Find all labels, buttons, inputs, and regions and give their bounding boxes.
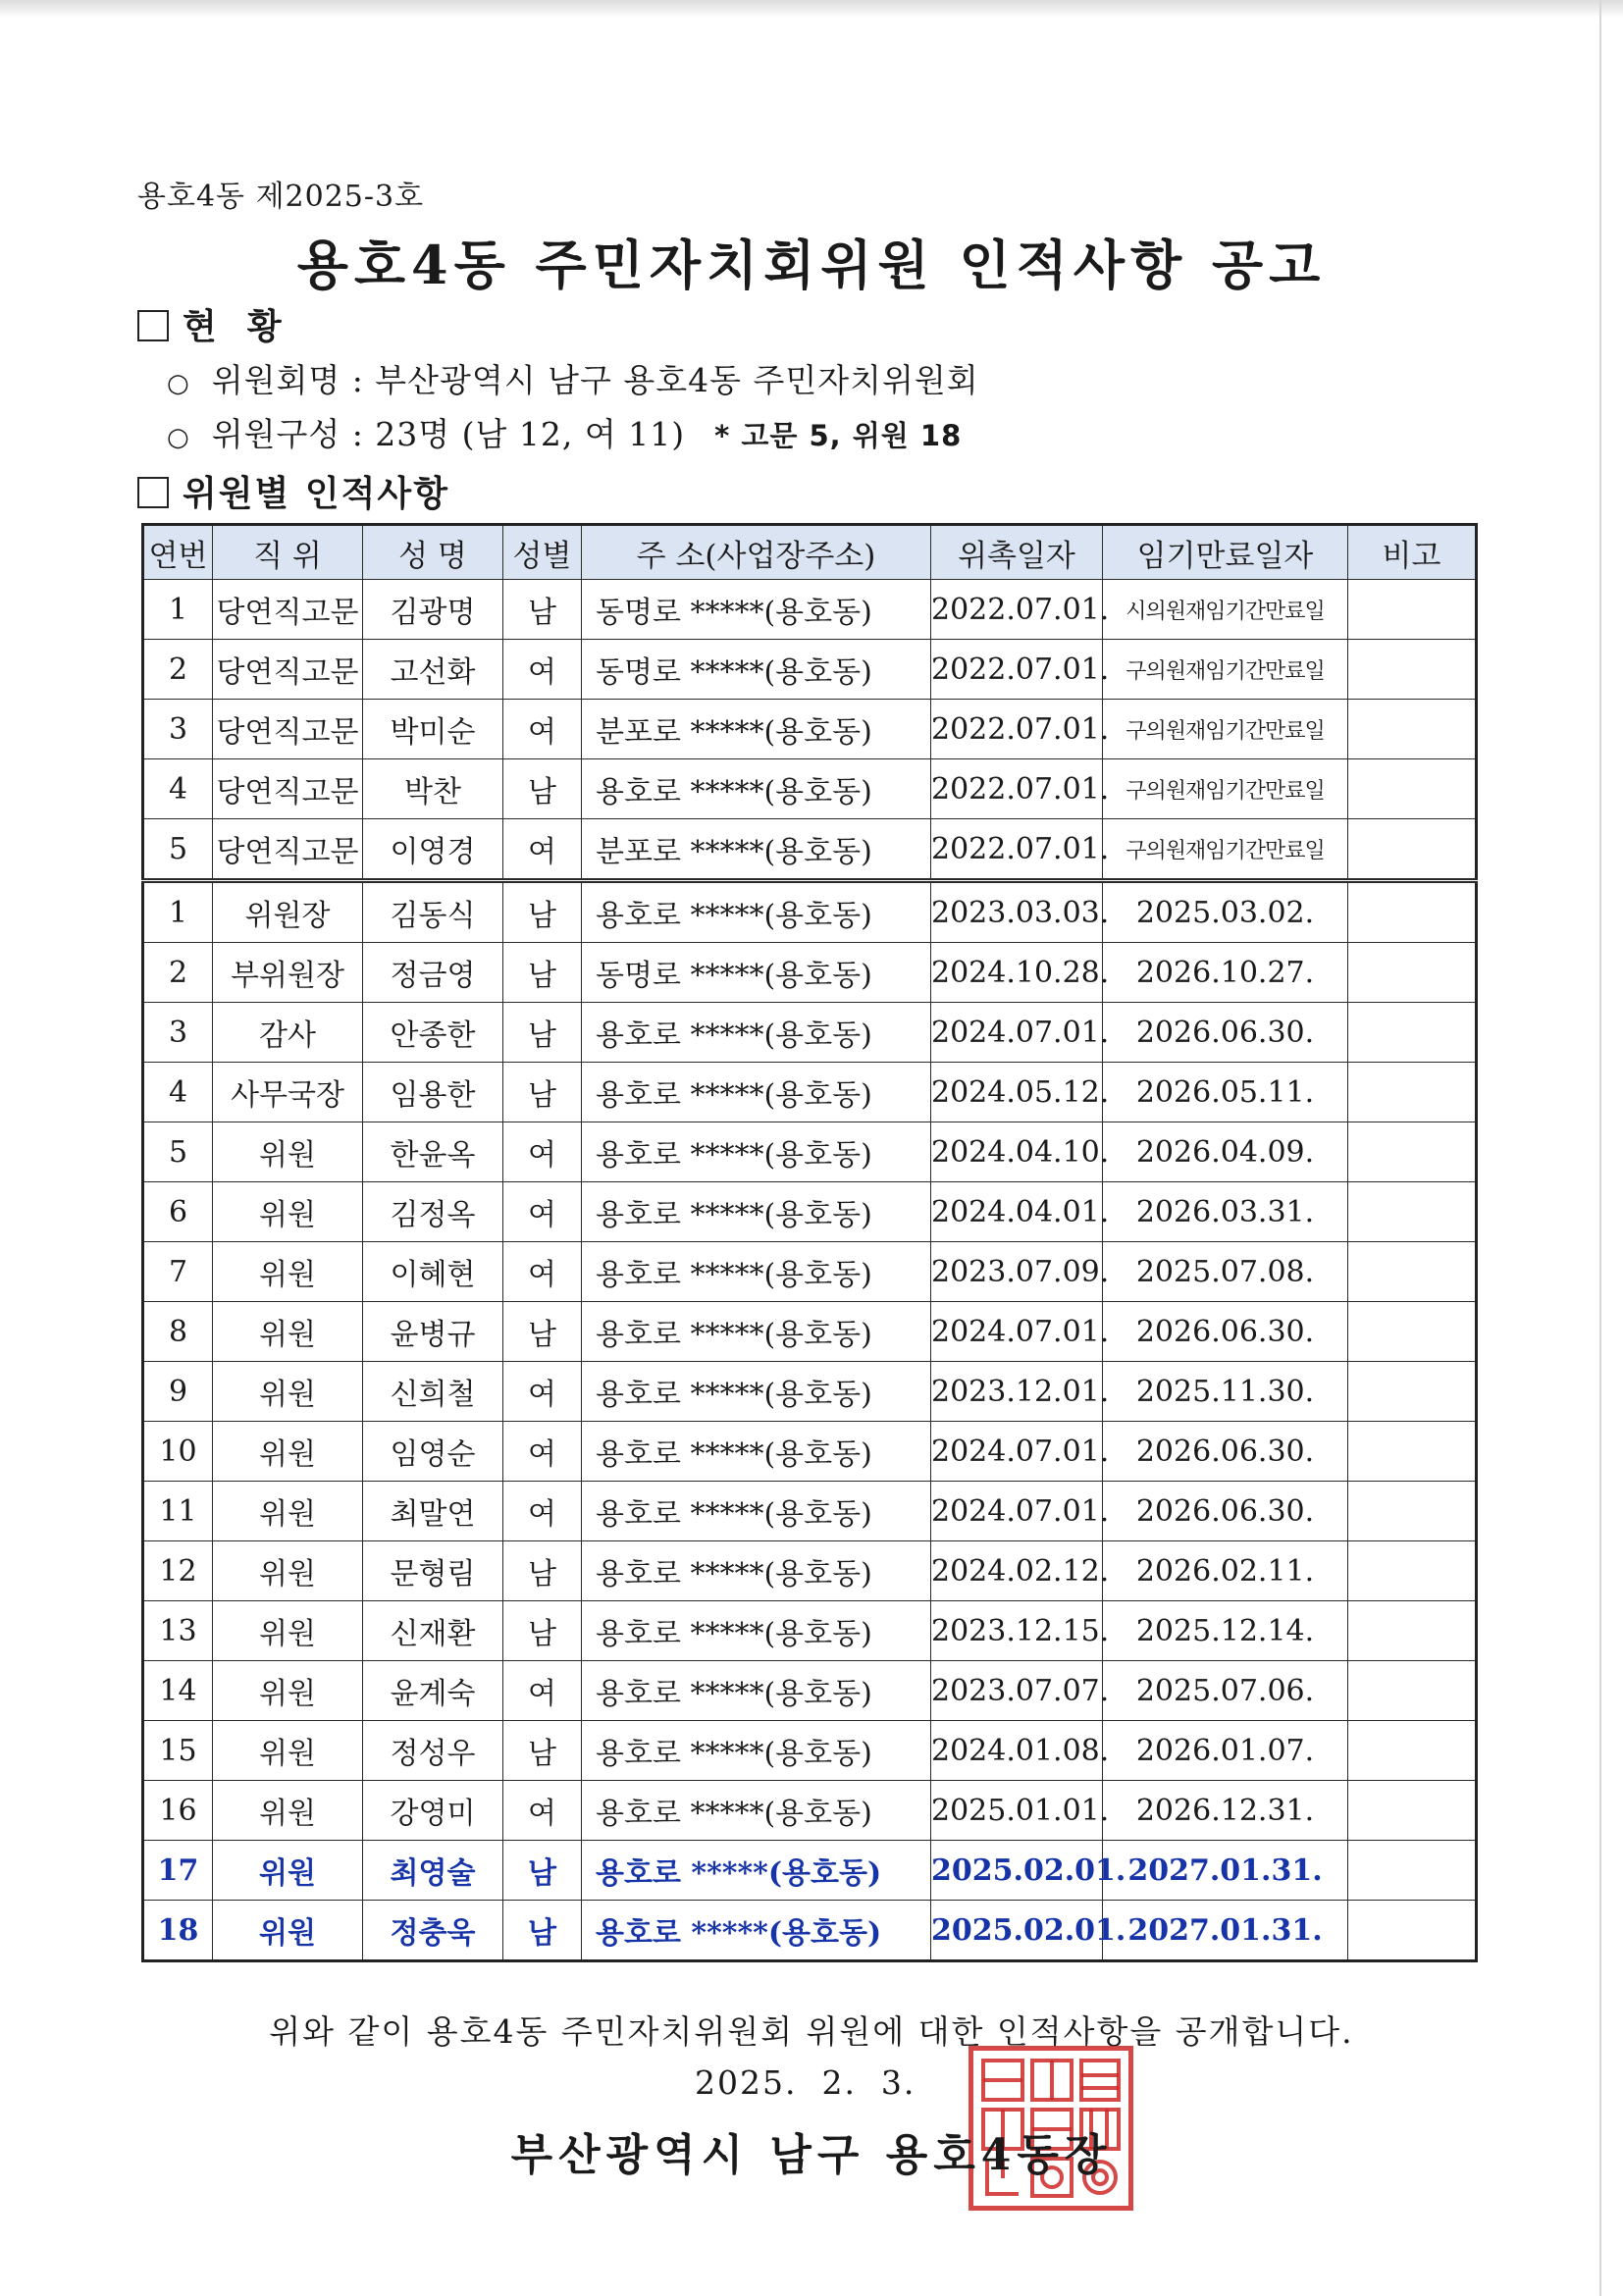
cell-no: 2 — [143, 943, 213, 1003]
cell-appointed: 2024.07.01. — [931, 1003, 1103, 1063]
cell-remarks — [1348, 1541, 1477, 1601]
table-row — [143, 1541, 1477, 1601]
composition-note: * 고문 5, 위원 18 — [714, 419, 963, 452]
cell-name: 이혜현 — [363, 1242, 503, 1302]
cell-name: 문형림 — [363, 1541, 503, 1601]
cell-term-end: 2026.10.27. — [1103, 943, 1348, 1003]
cell-term-end: 2026.03.31. — [1103, 1182, 1348, 1242]
cell-no: 5 — [143, 1122, 213, 1182]
issuer-name: 부산광역시 남구 용호4동장 — [510, 2130, 1113, 2180]
cell-position: 당연직고문 — [213, 700, 363, 759]
cell-term-end: 2025.07.06. — [1103, 1661, 1348, 1721]
cell-position: 위원 — [213, 1182, 363, 1242]
cell-position: 위원 — [213, 1661, 363, 1721]
cell-remarks — [1348, 1721, 1477, 1781]
cell-name: 임영순 — [363, 1422, 503, 1482]
page-title: 용호4동 주민자치회위원 인적사항 공고 — [296, 234, 1327, 296]
cell-no: 17 — [143, 1841, 213, 1901]
circle-bullet-icon: ○ — [167, 369, 190, 398]
cell-term-end: 구의원재임기간만료일 — [1103, 819, 1348, 881]
cell-position: 사무국장 — [213, 1063, 363, 1122]
cell-no: 13 — [143, 1601, 213, 1661]
cell-no: 5 — [143, 819, 213, 881]
cell-gender: 남 — [503, 1063, 582, 1122]
cell-term-end: 2026.04.09. — [1103, 1122, 1348, 1182]
cell-gender: 여 — [503, 1362, 582, 1422]
cell-address: 분포로 *****(용호동) — [582, 700, 931, 759]
cell-remarks — [1348, 1182, 1477, 1242]
cell-gender: 남 — [503, 1901, 582, 1961]
cell-address: 용호로 *****(용호동) — [582, 1242, 931, 1302]
cell-remarks — [1348, 580, 1477, 640]
circle-bullet-icon: ○ — [167, 423, 190, 452]
cell-address: 용호로 *****(용호동) — [582, 1781, 931, 1841]
cell-appointed: 2024.07.01. — [931, 1482, 1103, 1541]
table-row — [143, 1302, 1477, 1362]
cell-name: 안종한 — [363, 1003, 503, 1063]
cell-position: 당연직고문 — [213, 819, 363, 881]
cell-no: 1 — [143, 580, 213, 640]
cell-appointed: 2023.12.01. — [931, 1362, 1103, 1422]
cell-term-end: 2025.11.30. — [1103, 1362, 1348, 1422]
cell-term-end: 2026.05.11. — [1103, 1063, 1348, 1122]
table-row — [143, 1063, 1477, 1122]
checkbox-square-icon — [137, 310, 169, 341]
cell-address: 용호로 *****(용호동) — [582, 1422, 931, 1482]
cell-appointed: 2022.07.01. — [931, 700, 1103, 759]
cell-gender: 남 — [503, 1841, 582, 1901]
cell-name: 김정옥 — [363, 1182, 503, 1242]
table-row — [143, 1661, 1477, 1721]
cell-gender: 여 — [503, 700, 582, 759]
cell-position: 당연직고문 — [213, 580, 363, 640]
cell-remarks — [1348, 819, 1477, 881]
cell-term-end: 2026.06.30. — [1103, 1302, 1348, 1362]
table-row — [143, 759, 1477, 819]
table-row — [143, 640, 1477, 700]
cell-address: 동명로 *****(용호동) — [582, 580, 931, 640]
cell-position: 위원 — [213, 1841, 363, 1901]
cell-address: 용호로 *****(용호동) — [582, 1661, 931, 1721]
cell-gender: 여 — [503, 1242, 582, 1302]
cell-position: 위원 — [213, 1781, 363, 1841]
cell-no: 11 — [143, 1482, 213, 1541]
cell-term-end: 2026.02.11. — [1103, 1541, 1348, 1601]
cell-name: 신재환 — [363, 1601, 503, 1661]
cell-name: 정충욱 — [363, 1901, 503, 1961]
cell-gender: 여 — [503, 1422, 582, 1482]
member-section-heading — [137, 466, 449, 516]
cell-remarks — [1348, 700, 1477, 759]
cell-address: 용호로 *****(용호동) — [582, 1601, 931, 1661]
cell-address: 용호로 *****(용호동) — [582, 1122, 931, 1182]
cell-address: 용호로 *****(용호동) — [582, 1302, 931, 1362]
cell-name: 김광명 — [363, 580, 503, 640]
cell-remarks — [1348, 943, 1477, 1003]
cell-appointed: 2024.05.12. — [931, 1063, 1103, 1122]
cell-gender: 남 — [503, 1003, 582, 1063]
cell-term-end: 2025.07.08. — [1103, 1242, 1348, 1302]
cell-address: 용호로 *****(용호동) — [582, 759, 931, 819]
cell-appointed: 2022.07.01. — [931, 819, 1103, 881]
cell-remarks — [1348, 759, 1477, 819]
cell-gender: 남 — [503, 1302, 582, 1362]
cell-appointed: 2024.07.01. — [931, 1422, 1103, 1482]
cell-appointed: 2025.01.01. — [931, 1781, 1103, 1841]
table-row — [143, 1422, 1477, 1482]
cell-gender: 여 — [503, 1781, 582, 1841]
cell-position: 부위원장 — [213, 943, 363, 1003]
cell-name: 박미순 — [363, 700, 503, 759]
cell-term-end: 구의원재임기간만료일 — [1103, 700, 1348, 759]
cell-gender: 여 — [503, 819, 582, 881]
composition-line — [167, 409, 962, 455]
table-row — [143, 1242, 1477, 1302]
page-edge — [1599, 0, 1601, 2296]
cell-no: 1 — [143, 881, 213, 943]
table-row — [143, 1362, 1477, 1422]
table-row — [143, 1781, 1477, 1841]
cell-position: 위원 — [213, 1601, 363, 1661]
document-number: 용호4동 제2025-3호 — [137, 180, 425, 214]
committee-name: 위원회명 : 부산광역시 남구 용호4동 주민자치위원회 — [211, 361, 979, 399]
cell-term-end: 구의원재임기간만료일 — [1103, 759, 1348, 819]
table-row — [143, 1841, 1477, 1901]
cell-no: 16 — [143, 1781, 213, 1841]
cell-term-end: 구의원재임기간만료일 — [1103, 640, 1348, 700]
member-table — [141, 523, 1478, 1962]
cell-name: 강영미 — [363, 1781, 503, 1841]
cell-no: 4 — [143, 1063, 213, 1122]
cell-remarks — [1348, 640, 1477, 700]
cell-position: 위원 — [213, 1721, 363, 1781]
cell-appointed: 2024.04.10. — [931, 1122, 1103, 1182]
cell-remarks — [1348, 1482, 1477, 1541]
cell-address: 동명로 *****(용호동) — [582, 943, 931, 1003]
cell-term-end: 2026.06.30. — [1103, 1003, 1348, 1063]
cell-no: 8 — [143, 1302, 213, 1362]
cell-position: 위원 — [213, 1362, 363, 1422]
cell-gender: 여 — [503, 640, 582, 700]
table-row — [143, 1601, 1477, 1661]
cell-address: 분포로 *****(용호동) — [582, 819, 931, 881]
cell-remarks — [1348, 1242, 1477, 1302]
cell-gender: 여 — [503, 1661, 582, 1721]
cell-remarks — [1348, 1781, 1477, 1841]
cell-gender: 여 — [503, 1482, 582, 1541]
cell-gender: 여 — [503, 1182, 582, 1242]
cell-appointed: 2024.04.01. — [931, 1182, 1103, 1242]
cell-address: 용호로 *****(용호동) — [582, 1841, 931, 1901]
cell-address: 용호로 *****(용호동) — [582, 1063, 931, 1122]
cell-name: 최말연 — [363, 1482, 503, 1541]
cell-gender: 남 — [503, 1541, 582, 1601]
cell-appointed: 2022.07.01. — [931, 759, 1103, 819]
cell-term-end: 2025.03.02. — [1103, 881, 1348, 943]
cell-name: 정금영 — [363, 943, 503, 1003]
cell-address: 용호로 *****(용호동) — [582, 1541, 931, 1601]
cell-appointed: 2024.07.01. — [931, 1302, 1103, 1362]
cell-term-end: 2026.06.30. — [1103, 1422, 1348, 1482]
cell-appointed: 2023.03.03. — [931, 881, 1103, 943]
cell-remarks — [1348, 1063, 1477, 1122]
cell-appointed: 2023.07.09. — [931, 1242, 1103, 1302]
cell-remarks — [1348, 1661, 1477, 1721]
col-header-address: 주 소(사업장주소) — [582, 525, 931, 580]
cell-name: 한윤옥 — [363, 1122, 503, 1182]
cell-term-end: 2027.01.31. — [1103, 1901, 1348, 1961]
cell-appointed: 2024.01.08. — [931, 1721, 1103, 1781]
col-header-name: 성 명 — [363, 525, 503, 580]
cell-gender: 남 — [503, 1721, 582, 1781]
col-header-gender: 성별 — [503, 525, 582, 580]
cell-name: 김동식 — [363, 881, 503, 943]
cell-remarks — [1348, 1362, 1477, 1422]
cell-name: 임용한 — [363, 1063, 503, 1122]
cell-position: 감사 — [213, 1003, 363, 1063]
cell-name: 신희철 — [363, 1362, 503, 1422]
cell-term-end: 2026.12.31. — [1103, 1781, 1348, 1841]
table-row — [143, 943, 1477, 1003]
cell-name: 윤병규 — [363, 1302, 503, 1362]
cell-remarks — [1348, 1422, 1477, 1482]
scan-edge — [0, 0, 1623, 18]
cell-no: 10 — [143, 1422, 213, 1482]
cell-address: 용호로 *****(용호동) — [582, 1901, 931, 1961]
table-row — [143, 700, 1477, 759]
cell-appointed: 2024.10.28. — [931, 943, 1103, 1003]
cell-name: 박찬 — [363, 759, 503, 819]
cell-no: 7 — [143, 1242, 213, 1302]
cell-gender: 남 — [503, 943, 582, 1003]
cell-no: 15 — [143, 1721, 213, 1781]
cell-appointed: 2025.02.01. — [931, 1901, 1103, 1961]
cell-gender: 남 — [503, 881, 582, 943]
cell-address: 용호로 *****(용호동) — [582, 1182, 931, 1242]
status-heading-text: 현 황 — [183, 306, 284, 347]
cell-name: 고선화 — [363, 640, 503, 700]
cell-position: 위원 — [213, 1302, 363, 1362]
cell-position: 위원 — [213, 1541, 363, 1601]
cell-address: 용호로 *****(용호동) — [582, 1482, 931, 1541]
cell-name: 이영경 — [363, 819, 503, 881]
composition: 위원구성 : 23명 (남 12, 여 11) — [211, 415, 686, 453]
cell-position: 위원 — [213, 1422, 363, 1482]
cell-gender: 남 — [503, 580, 582, 640]
cell-name: 정성우 — [363, 1721, 503, 1781]
col-header-term-end: 임기만료일자 — [1103, 525, 1348, 580]
notice-date: 2025. 2. 3. — [695, 2063, 916, 2102]
cell-gender: 여 — [503, 1122, 582, 1182]
cell-name: 윤계숙 — [363, 1661, 503, 1721]
cell-address: 용호로 *****(용호동) — [582, 881, 931, 943]
cell-remarks — [1348, 1601, 1477, 1661]
cell-position: 위원 — [213, 1482, 363, 1541]
cell-no: 3 — [143, 700, 213, 759]
cell-appointed: 2024.02.12. — [931, 1541, 1103, 1601]
table-row — [143, 1721, 1477, 1781]
cell-term-end: 2026.01.07. — [1103, 1721, 1348, 1781]
table-header-row — [143, 525, 1477, 580]
cell-remarks — [1348, 1003, 1477, 1063]
cell-no: 18 — [143, 1901, 213, 1961]
closing-statement: 위와 같이 용호4동 주민자치위원회 위원에 대한 인적사항을 공개합니다. — [269, 2012, 1354, 2051]
cell-remarks — [1348, 1302, 1477, 1362]
col-header-remarks: 비고 — [1348, 525, 1477, 580]
cell-name: 최영술 — [363, 1841, 503, 1901]
cell-appointed: 2025.02.01. — [931, 1841, 1103, 1901]
cell-remarks — [1348, 1841, 1477, 1901]
cell-remarks — [1348, 881, 1477, 943]
status-section-heading — [137, 299, 284, 349]
cell-address: 용호로 *****(용호동) — [582, 1003, 931, 1063]
table-row — [143, 1182, 1477, 1242]
cell-no: 3 — [143, 1003, 213, 1063]
cell-remarks — [1348, 1122, 1477, 1182]
cell-remarks — [1348, 1901, 1477, 1961]
cell-term-end: 2027.01.31. — [1103, 1841, 1348, 1901]
cell-appointed: 2022.07.01. — [931, 640, 1103, 700]
cell-address: 용호로 *****(용호동) — [582, 1362, 931, 1422]
cell-address: 용호로 *****(용호동) — [582, 1721, 931, 1781]
cell-no: 2 — [143, 640, 213, 700]
cell-term-end: 2025.12.14. — [1103, 1601, 1348, 1661]
col-header-no: 연번 — [143, 525, 213, 580]
cell-gender: 남 — [503, 759, 582, 819]
cell-position: 위원 — [213, 1242, 363, 1302]
cell-position: 당연직고문 — [213, 640, 363, 700]
table-row — [143, 1482, 1477, 1541]
cell-position: 위원 — [213, 1901, 363, 1961]
cell-term-end: 2026.06.30. — [1103, 1482, 1348, 1541]
cell-appointed: 2023.12.15. — [931, 1601, 1103, 1661]
cell-term-end: 시의원재임기간만료일 — [1103, 580, 1348, 640]
cell-address: 동명로 *****(용호동) — [582, 640, 931, 700]
col-header-position: 직 위 — [213, 525, 363, 580]
table-row — [143, 819, 1477, 881]
col-header-appointed: 위촉일자 — [931, 525, 1103, 580]
member-heading-text: 위원별 인적사항 — [183, 473, 449, 514]
cell-no: 6 — [143, 1182, 213, 1242]
table-row — [143, 1122, 1477, 1182]
cell-no: 9 — [143, 1362, 213, 1422]
table-row — [143, 580, 1477, 640]
cell-no: 12 — [143, 1541, 213, 1601]
table-row — [143, 881, 1477, 943]
cell-gender: 남 — [503, 1601, 582, 1661]
checkbox-square-icon — [137, 477, 169, 508]
cell-no: 4 — [143, 759, 213, 819]
cell-no: 14 — [143, 1661, 213, 1721]
cell-position: 위원장 — [213, 881, 363, 943]
cell-position: 당연직고문 — [213, 759, 363, 819]
cell-appointed: 2022.07.01. — [931, 580, 1103, 640]
cell-appointed: 2023.07.07. — [931, 1661, 1103, 1721]
committee-name-line — [167, 355, 979, 401]
table-row — [143, 1901, 1477, 1961]
cell-position: 위원 — [213, 1122, 363, 1182]
table-row — [143, 1003, 1477, 1063]
